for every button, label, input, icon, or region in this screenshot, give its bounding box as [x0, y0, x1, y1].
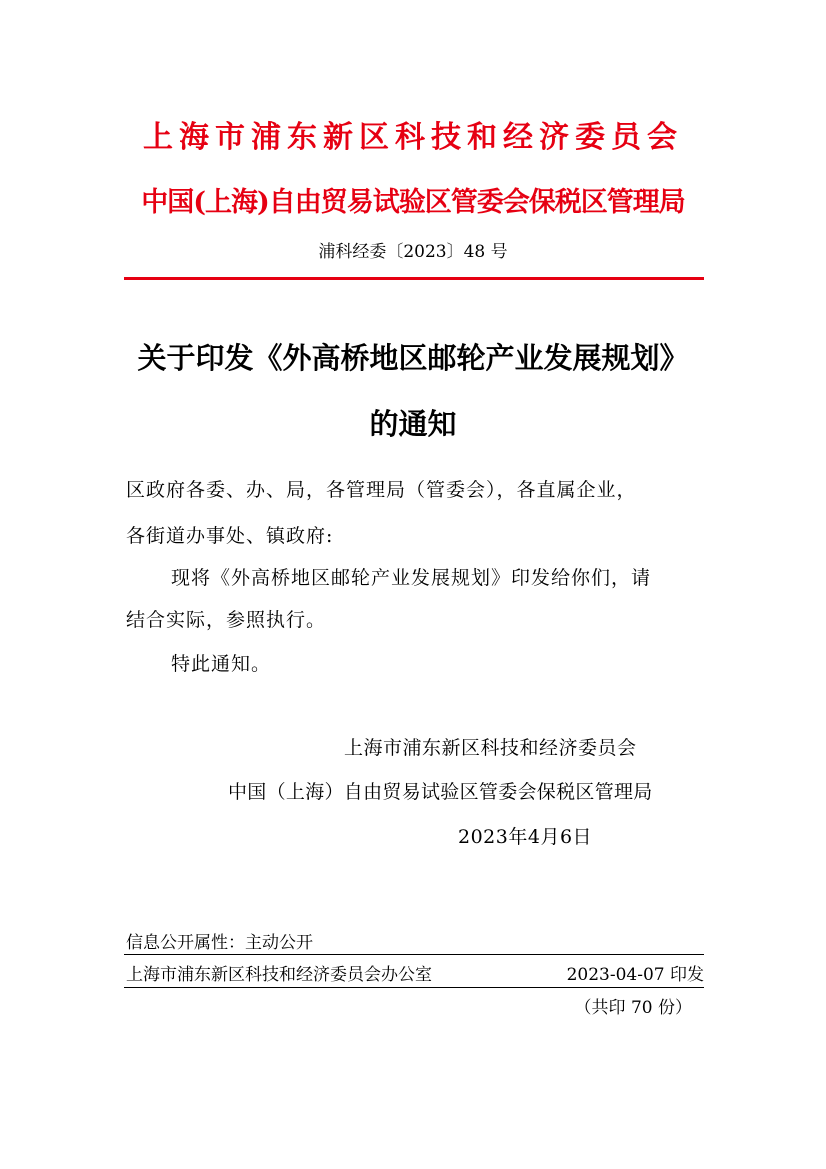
closing-remark: 特此通知。 [171, 653, 272, 675]
body-paragraph-line-2: 结合实际，参照执行。 [126, 609, 327, 631]
issuer-heading-2: 中国(上海)自由贸易试验区管委会保税区管理局 [141, 187, 685, 218]
footer-print-date: 2023-04-07 印发 [566, 965, 704, 985]
document-number: 浦科经委〔2023〕48 号 [318, 242, 508, 262]
footer-issuing-office: 上海市浦东新区科技和经济委员会办公室 [126, 965, 432, 985]
document-title-line-1: 关于印发《外高桥地区邮轮产业发展规划》 [137, 341, 689, 375]
addressee-line-1: 区政府各委、办、局，各管理局（管委会），各直属企业， [126, 479, 637, 501]
addressee-line-2: 各街道办事处、镇政府: [126, 525, 334, 547]
signature-issuer-1: 上海市浦东新区科技和经济委员会 [344, 737, 637, 759]
signature-date: 2023年4月6日 [458, 826, 593, 848]
disclosure-attribute: 信息公开属性：主动公开 [126, 933, 313, 953]
print-copies-count: （共印 70 份） [574, 998, 692, 1018]
body-paragraph-line-1: 现将《外高桥地区邮轮产业发展规划》印发给你们，请 [171, 567, 652, 589]
document-title-line-2: 的通知 [369, 407, 457, 441]
footer-divider-top [124, 954, 704, 955]
red-header-divider [124, 277, 704, 280]
footer-divider-bottom [124, 987, 704, 988]
signature-issuer-2: 中国（上海）自由贸易试验区管委会保税区管理局 [228, 781, 653, 803]
issuer-heading-1: 上海市浦东新区科技和经济委员会 [143, 120, 683, 155]
